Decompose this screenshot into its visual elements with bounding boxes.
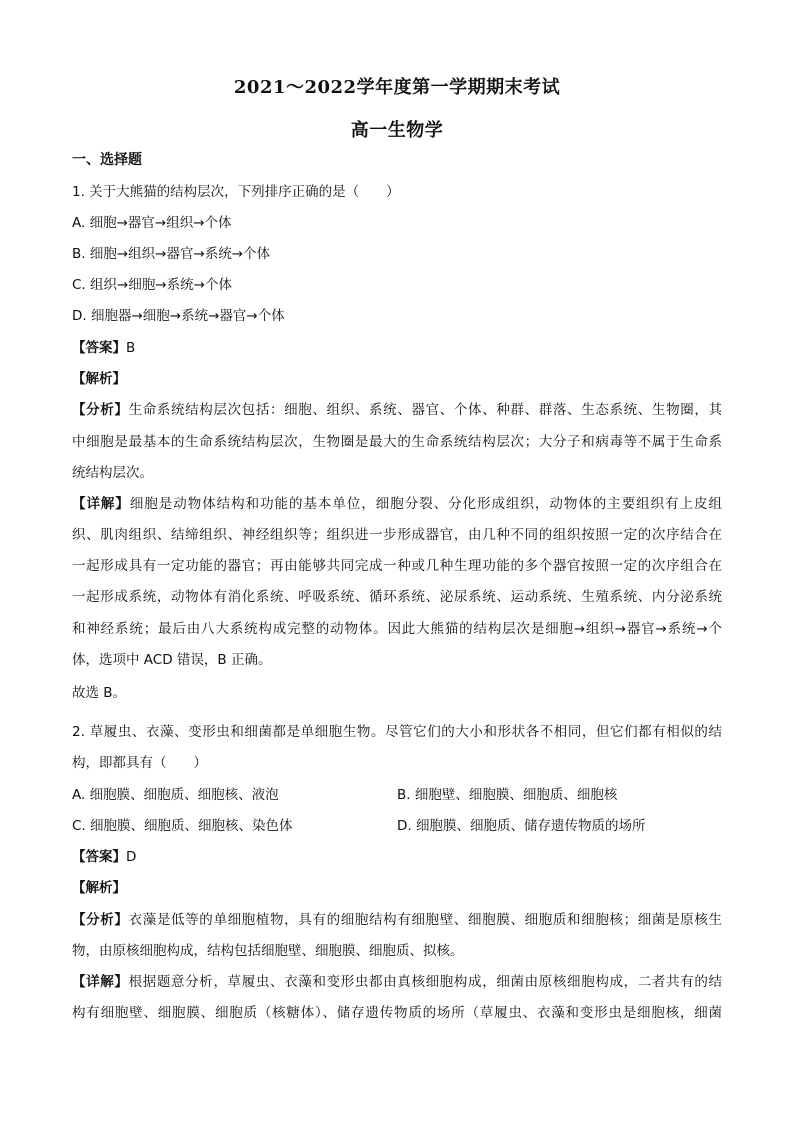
detail-tag: 【详解】 — [72, 974, 129, 990]
q2-option-c: C. 细胞膜、细胞质、细胞核、染色体 — [72, 818, 293, 834]
q1-detail-line-6: 体，选项中 ACD 错误，B 正确。 — [72, 652, 272, 668]
q1-analysis-line-1 — [72, 400, 722, 420]
analysis-text: 生命系统结构层次包括：细胞、组织、系统、器官、个体、种群、群落、生态系统、生物圈，其 — [128, 402, 722, 418]
answer-value: B — [126, 340, 136, 356]
answer-tag: 【答案】 — [72, 849, 126, 865]
q2-analysis-line-1 — [72, 910, 722, 930]
exam-title: 2021～2022学年度第一学期期末考试 — [233, 77, 561, 98]
q1-conclusion: 故选 B。 — [72, 685, 127, 701]
section-heading: 一、选择题 — [72, 152, 142, 168]
q1-stem: 1. 关于大熊猫的结构层次，下列排序正确的是（ ） — [72, 184, 400, 200]
q2-stem-line-2: 构，即都具有（ ） — [72, 755, 207, 771]
q2-answer — [72, 847, 722, 867]
q1-analysis-line-3: 统结构层次。 — [72, 465, 153, 481]
q2-detail-line-1 — [72, 972, 722, 992]
detail-text: 细胞是动物体结构和功能的基本单位，细胞分裂、分化形成组织，动物体的主要组织有上皮组 — [129, 496, 723, 512]
q1-option-a: A. 细胞→器官→组织→个体 — [72, 215, 232, 231]
answer-value: D — [126, 849, 137, 865]
q2-analysis-line-2: 物，由原核细胞构成，结构包括细胞壁、细胞膜、细胞质、拟核。 — [72, 943, 464, 959]
q2-option-b: B. 细胞壁、细胞膜、细胞质、细胞核 — [397, 787, 618, 803]
q1-option-d: D. 细胞器→细胞→系统→器官→个体 — [72, 308, 285, 324]
q2-jiexi: 【解析】 — [72, 880, 126, 896]
q1-option-c: C. 组织→细胞→系统→个体 — [72, 277, 232, 293]
q1-answer — [72, 338, 722, 358]
answer-tag: 【答案】 — [72, 340, 126, 356]
analysis-text: 衣藻是低等的单细胞植物，具有的细胞结构有细胞壁、细胞膜、细胞质和细胞核；细菌是原核生 — [128, 912, 722, 928]
detail-tag: 【详解】 — [72, 496, 130, 512]
q1-analysis-line-2: 中细胞是最基本的生命系统结构层次，生物圈是最大的生命系统结构层次；大分子和病毒等不属于生命系 — [72, 434, 722, 450]
detail-text: 根据题意分析，草履虫、衣藻和变形虫都由真核细胞构成，细菌由原核细胞构成，二者共有的结 — [128, 974, 722, 990]
analysis-tag: 【分析】 — [72, 402, 129, 418]
q2-option-a: A. 细胞膜、细胞质、细胞核、液泡 — [72, 787, 279, 803]
q2-option-d: D. 细胞膜、细胞质、储存遗传物质的场所 — [397, 818, 646, 834]
exam-subtitle: 高一生物学 — [350, 120, 444, 141]
q2-detail-line-2: 构有细胞壁、细胞膜、细胞质（核糖体）、储存遗传物质的场所（草履虫、衣藻和变形虫是细胞核，细菌 — [72, 1005, 722, 1021]
analysis-tag: 【分析】 — [72, 912, 129, 928]
q1-detail-line-3: 一起形成具有一定功能的器官；再由能够共同完成一种或几种生理功能的多个器官按照一定的次序组合在 — [72, 558, 722, 574]
q1-detail-line-2: 织、肌肉组织、结缔组织、神经组织等；组织进一步形成器官，由几种不同的组织按照一定的次序结合在 — [72, 527, 722, 543]
q1-detail-line-5: 和神经系统；最后由八大系统构成完整的动物体。因此大熊猫的结构层次是细胞→组织→器官→系统→个 — [72, 621, 722, 637]
q2-stem-line-1: 2. 草履虫、衣藻、变形虫和细菌都是单细胞生物。尽管它们的大小和形状各不相同，但它们都有相似的结 — [72, 724, 722, 740]
q1-option-b: B. 细胞→组织→器官→系统→个体 — [72, 246, 271, 262]
q1-detail-line-1 — [72, 494, 722, 514]
q1-jiexi: 【解析】 — [72, 371, 126, 387]
q1-detail-line-4: 一起形成系统，动物体有消化系统、呼吸系统、循环系统、泌尿系统、运动系统、生殖系统、内分泌系统 — [72, 589, 722, 605]
